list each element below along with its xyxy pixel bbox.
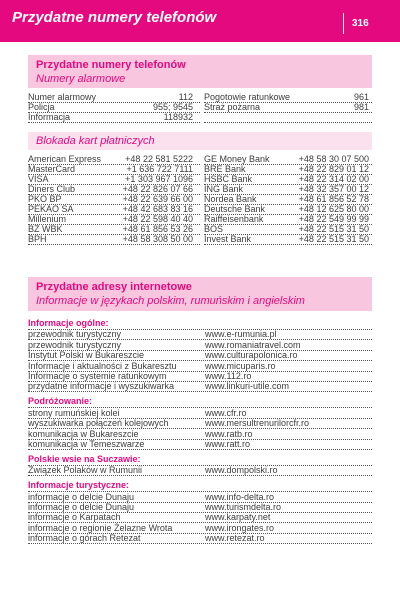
list-item [28, 534, 372, 544]
site-url: www.e-rumunia.pl [205, 329, 277, 340]
site-description: Informacje o systemie ratunkowym [28, 370, 167, 381]
list-cell [28, 371, 372, 382]
site-description: komunikacja w Bukareszcie [28, 428, 139, 439]
table-row [28, 235, 372, 245]
entry-number: +1 636 722 7111 [126, 164, 193, 174]
list-cell [28, 361, 372, 372]
cards-table [28, 150, 372, 245]
category-heading: Polskie wsie na Suczawie: [28, 452, 372, 466]
table-cell [204, 122, 372, 123]
entry-name: BZ WBK [28, 224, 63, 234]
page-number: 316 [352, 18, 369, 29]
entry-number: 112 [178, 92, 193, 102]
web-address-list [28, 311, 372, 544]
entry-name: Numer alarmowy [28, 92, 97, 102]
site-url: www.retezat.ro [205, 533, 265, 544]
phones-section [28, 55, 372, 245]
entry-number: +48 22 515 31 50 [298, 234, 369, 244]
list-cell [28, 465, 372, 476]
entry-name: Pogotowie ratunkowe [204, 92, 291, 102]
list-cell [28, 429, 372, 440]
entry-name: Diners Club [28, 184, 76, 194]
emergency-table [28, 88, 372, 123]
category-heading: Informacje turystyczne: [28, 478, 372, 492]
entry-name: BRE Bank [204, 164, 246, 174]
site-url: www.romaniatravel.com [205, 339, 301, 350]
entry-name: Informacja [28, 112, 71, 122]
entry-name: Policja [28, 102, 55, 112]
entry-number: 118932 [163, 112, 193, 122]
entry-number: 981 [353, 102, 369, 112]
entry-number: +48 32 357 00 12 [298, 184, 369, 194]
phones-section-title: Przydatne numery telefonów [36, 59, 186, 71]
site-description: informacje o Karpatach [28, 512, 121, 523]
table-cell [28, 112, 200, 123]
list-cell [28, 512, 372, 523]
web-section-header [28, 277, 372, 311]
list-cell [28, 381, 372, 392]
entry-number: +48 22 598 40 40 [122, 214, 193, 224]
entry-name: Deutsche Bank [204, 204, 266, 214]
site-url: www.info-delta.ro [205, 491, 275, 502]
list-cell [28, 439, 372, 450]
entry-number: 955; 9545 [152, 102, 193, 112]
site-url: www.irongates.ro [205, 522, 275, 533]
list-cell [28, 533, 372, 544]
category-heading: Informacje ogólne: [28, 316, 372, 330]
entry-name: PKO BP [28, 194, 62, 204]
cards-subheader [28, 132, 372, 150]
table-cell [204, 102, 372, 113]
entry-name: ING Bank [204, 184, 244, 194]
list-cell [28, 418, 372, 429]
web-section-subtitle: Informacje w językach polskim, rumuńskim i angielskim [36, 295, 305, 307]
entry-name: Straż pożarna [204, 102, 261, 112]
entry-name: Nordea Bank [204, 194, 257, 204]
site-description: komunikacja w Temeszwarze [28, 438, 145, 449]
site-description: Związek Polaków w Rumunii [28, 465, 143, 476]
page-header [0, 0, 400, 42]
entry-number: +1 303 967 1096 [125, 174, 193, 184]
list-item [28, 382, 372, 392]
page-title: Przydatne numery telefonów [12, 9, 217, 26]
site-url: www.ratt.ro [205, 438, 251, 449]
entry-number: +48 58 30 07 500 [298, 154, 369, 164]
list-item [28, 466, 372, 476]
entry-number: +48 61 856 53 26 [122, 224, 193, 234]
site-description: informacje o delcie Dunaju [28, 491, 135, 502]
site-description: przydatne informacje i wyszukiwarka [28, 381, 175, 392]
entry-number: +48 12 625 80 00 [298, 204, 369, 214]
entry-number: +48 22 639 66 00 [122, 194, 193, 204]
entry-name: Invest Bank [204, 234, 252, 244]
site-description: przewodnik turystyczny [28, 329, 122, 340]
entry-number: +48 42 683 83 16 [122, 204, 193, 214]
site-description: strony rumuńskiej kolei [28, 407, 120, 418]
list-cell [28, 350, 372, 361]
entry-number: +48 61 856 52 78 [298, 194, 369, 204]
phones-section-header [28, 55, 372, 88]
site-url: www.mersultrenurilorcfr.ro [205, 418, 310, 429]
entry-name: PEKAO SA [28, 204, 74, 214]
entry-number: +48 22 581 5222 [125, 154, 193, 164]
emergency-subtitle: Numery alarmowe [36, 73, 126, 85]
entry-name: BOŚ [204, 224, 224, 234]
list-cell [28, 502, 372, 513]
site-url: www.ratb.ro [205, 428, 253, 439]
table-cell [204, 234, 372, 245]
entry-name: VISA [28, 174, 49, 184]
entry-number: +48 22 826 07 66 [122, 184, 193, 194]
table-row [28, 113, 372, 123]
entry-name: MasterCard [28, 164, 76, 174]
site-url: www.karpaty.net [205, 512, 271, 523]
list-cell [28, 408, 372, 419]
entry-name: American Express [28, 154, 102, 164]
entry-name: HSBC Bank [204, 174, 253, 184]
entry-number: +48 58 308 50 00 [122, 234, 193, 244]
list-cell [28, 329, 372, 340]
list-cell [28, 523, 372, 534]
site-url: www.turismdelta.ro [205, 502, 282, 513]
entry-name: Raiffeisenbank [204, 214, 264, 224]
entry-name: BPH [28, 234, 47, 244]
list-cell [28, 492, 372, 503]
site-url: www.dompolski.ro [205, 465, 278, 476]
entry-number: +48 22 314 02 00 [298, 174, 369, 184]
entry-number: +48 22 549 99 99 [298, 214, 369, 224]
list-item [28, 440, 372, 450]
list-cell [28, 340, 372, 351]
site-description: przewodnik turystyczny [28, 339, 122, 350]
site-url: www.culturapolonica.ro [205, 350, 298, 361]
site-description: informacje o górach Retezat [28, 533, 141, 544]
site-url: www.112.ro [205, 370, 252, 381]
entry-number: 961 [353, 92, 369, 102]
site-url: www.linkuri-utile.com [205, 381, 290, 392]
web-section-title: Przydatne adresy internetowe [36, 281, 192, 293]
header-divider [343, 13, 344, 34]
cards-subtitle: Blokada kart płatniczych [36, 135, 155, 147]
entry-number: +48 22 515 31 50 [298, 224, 369, 234]
site-description: Informacje i aktualności z Bukaresztu [28, 360, 177, 371]
category-heading: Podróżowanie: [28, 394, 372, 408]
table-cell [28, 234, 200, 245]
site-url: www.cfr.ro [205, 407, 247, 418]
site-description: informacje o regionie Żelazne Wrota [28, 522, 173, 533]
entry-number: +48 22 829 01 12 [298, 164, 369, 174]
entry-name: GE Money Bank [204, 154, 270, 164]
site-description: informacje o delcie Dunaju [28, 502, 135, 513]
web-section [28, 277, 372, 544]
entry-name: Millenium [28, 214, 67, 224]
site-description: wyszukiwarka połączeń kolejowych [28, 418, 169, 429]
site-url: www.micuparis.ro [205, 360, 276, 371]
site-description: Instytut Polski w Bukareszcie [28, 350, 145, 361]
